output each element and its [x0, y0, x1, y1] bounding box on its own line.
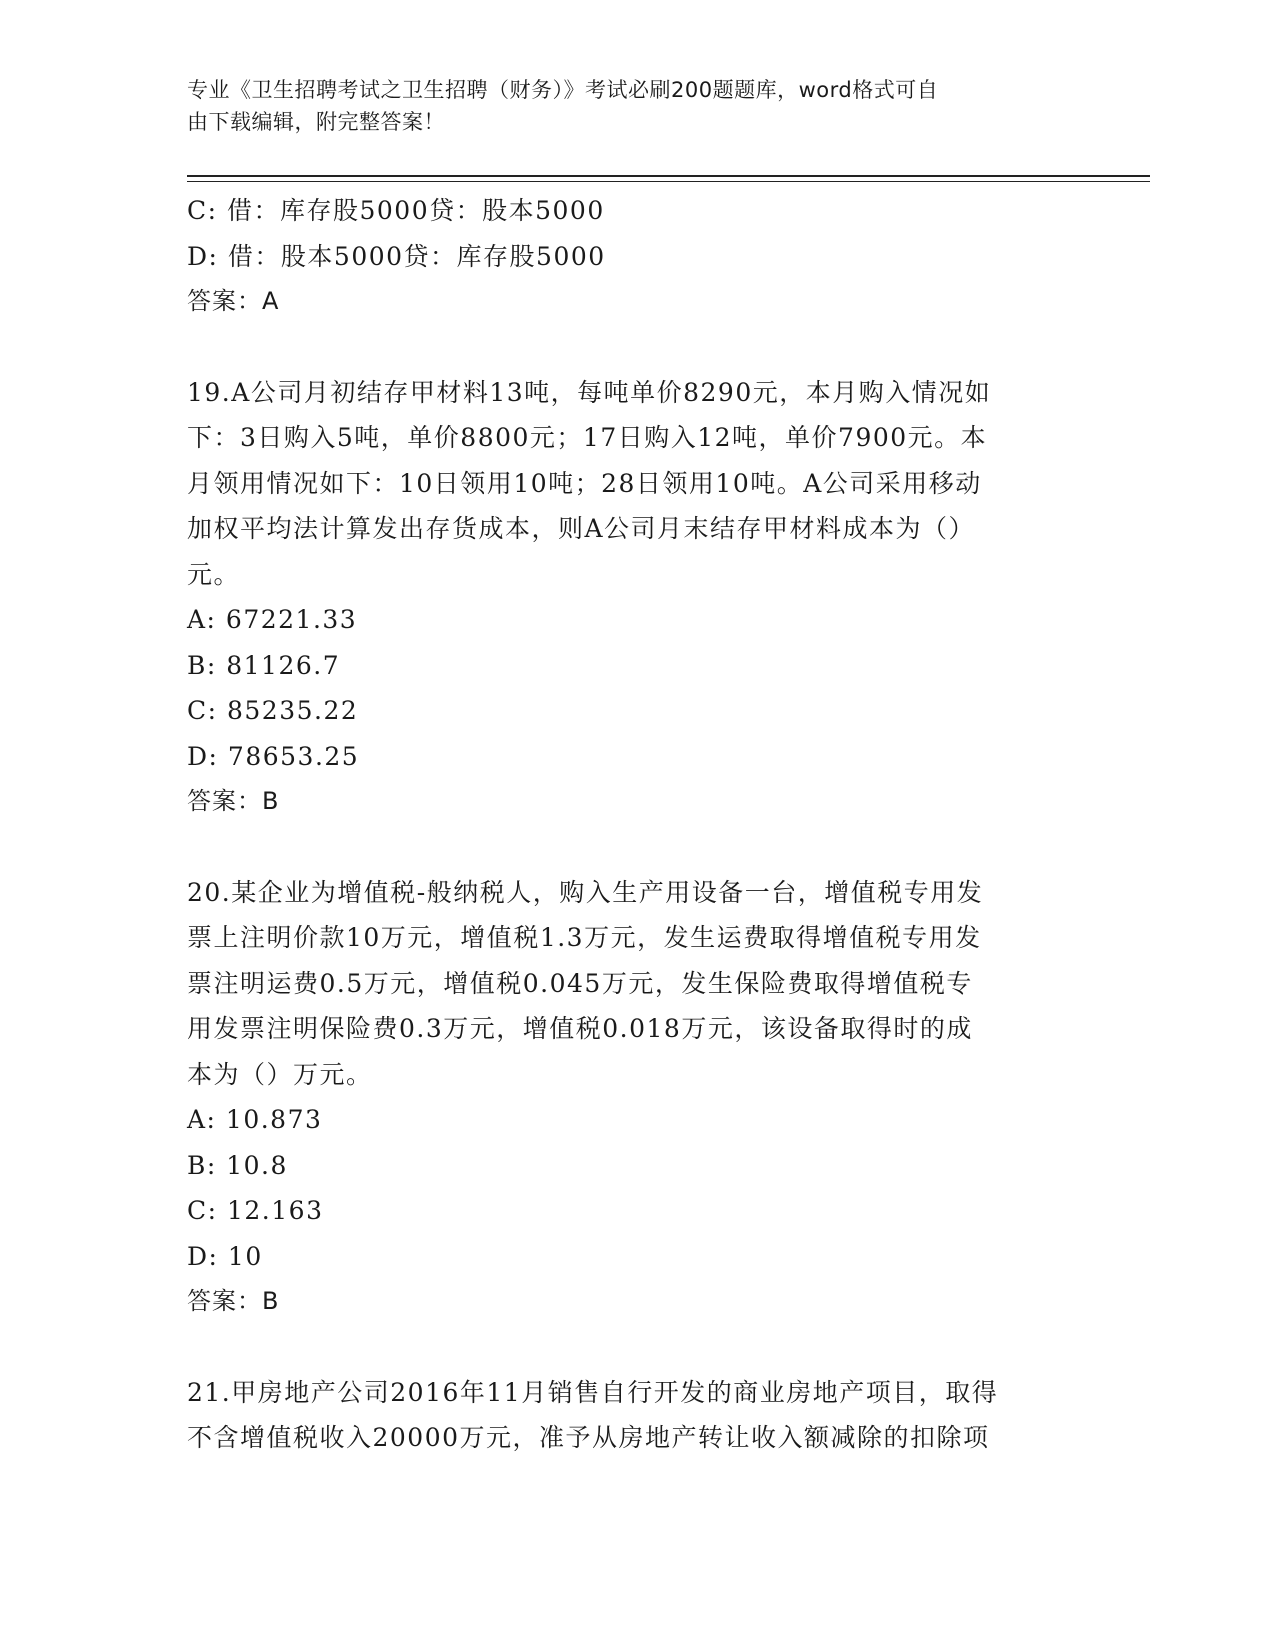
q21-stem-line: 21.甲房地产公司2016年11月销售自行开发的商业房地产项目，取得	[187, 1377, 999, 1407]
q19-stem-line: 下：3日购入5吨，单价8800元；17日购入12吨，单价7900元。本	[187, 423, 988, 452]
q20-option-c: C: 12.163	[187, 1196, 324, 1225]
q19-stem-line: 加权平均法计算发出存货成本，则A公司月末结存甲材料成本为（）	[187, 514, 976, 543]
q20-stem-line: 20.某企业为增值税-般纳税人，购入生产用设备一台，增值税专用发	[187, 877, 984, 907]
q20-answer: 答案：B	[187, 1287, 280, 1315]
question-18	[187, 188, 1087, 325]
question-spacer	[187, 825, 1087, 870]
q19-option-d: D: 78653.25	[187, 741, 360, 771]
q19-stem-line: 元。	[187, 559, 241, 589]
q19-option-c: C: 85235.22	[187, 696, 359, 725]
q20-option-b: B: 10.8	[187, 1150, 288, 1180]
q18-answer: 答案：A	[187, 287, 280, 315]
q19-option-b: B: 81126.7	[187, 650, 341, 680]
q19-option-a: A: 67221.33	[187, 605, 358, 634]
header-divider-thick	[187, 175, 1150, 177]
q18-option-d: D: 借：股本5000贷：库存股5000	[187, 241, 606, 271]
q19-stem	[187, 370, 1077, 598]
document-body	[187, 188, 1087, 1461]
q19-stem-line: 19.A公司月初结存甲材料13吨，每吨单价8290元，本月购入情况如	[187, 377, 992, 407]
header-title-line-1: 专业《卫生招聘考试之卫生招聘（财务）》考试必刷200题题库，word格式可自	[187, 78, 939, 102]
q18-option-c: C: 借：库存股5000贷：股本5000	[187, 196, 605, 225]
q20-option-a: A: 10.873	[187, 1105, 323, 1134]
question-19	[187, 370, 1087, 825]
question-21	[187, 1370, 1087, 1461]
q20-option-d: D: 10	[187, 1241, 263, 1271]
q21-stem	[187, 1370, 1077, 1461]
q20-stem-line: 本为（）万元。	[187, 1059, 373, 1089]
q20-stem	[187, 870, 1077, 1098]
q19-answer: 答案：B	[187, 787, 280, 815]
header-title-line-2: 由下载编辑，附完整答案！	[187, 110, 445, 134]
question-spacer	[187, 325, 1087, 370]
header-divider-thin	[187, 181, 1150, 182]
question-20	[187, 870, 1087, 1325]
q20-stem-line: 用发票注明保险费0.3万元，增值税0.018万元，该设备取得时的成	[187, 1014, 973, 1043]
question-spacer	[187, 1325, 1087, 1370]
q21-stem-line: 不含增值税收入20000万元，准予从房地产转让收入额减除的扣除项	[187, 1423, 990, 1452]
q19-stem-line: 月领用情况如下：10日领用10吨；28日领用10吨。A公司采用移动	[187, 468, 982, 498]
q20-stem-line: 票上注明价款10万元，增值税1.3万元，发生运费取得增值税专用发	[187, 923, 982, 952]
q20-stem-line: 票注明运费0.5万元，增值税0.045万元，发生保险费取得增值税专	[187, 968, 973, 998]
document-header	[187, 74, 1077, 138]
